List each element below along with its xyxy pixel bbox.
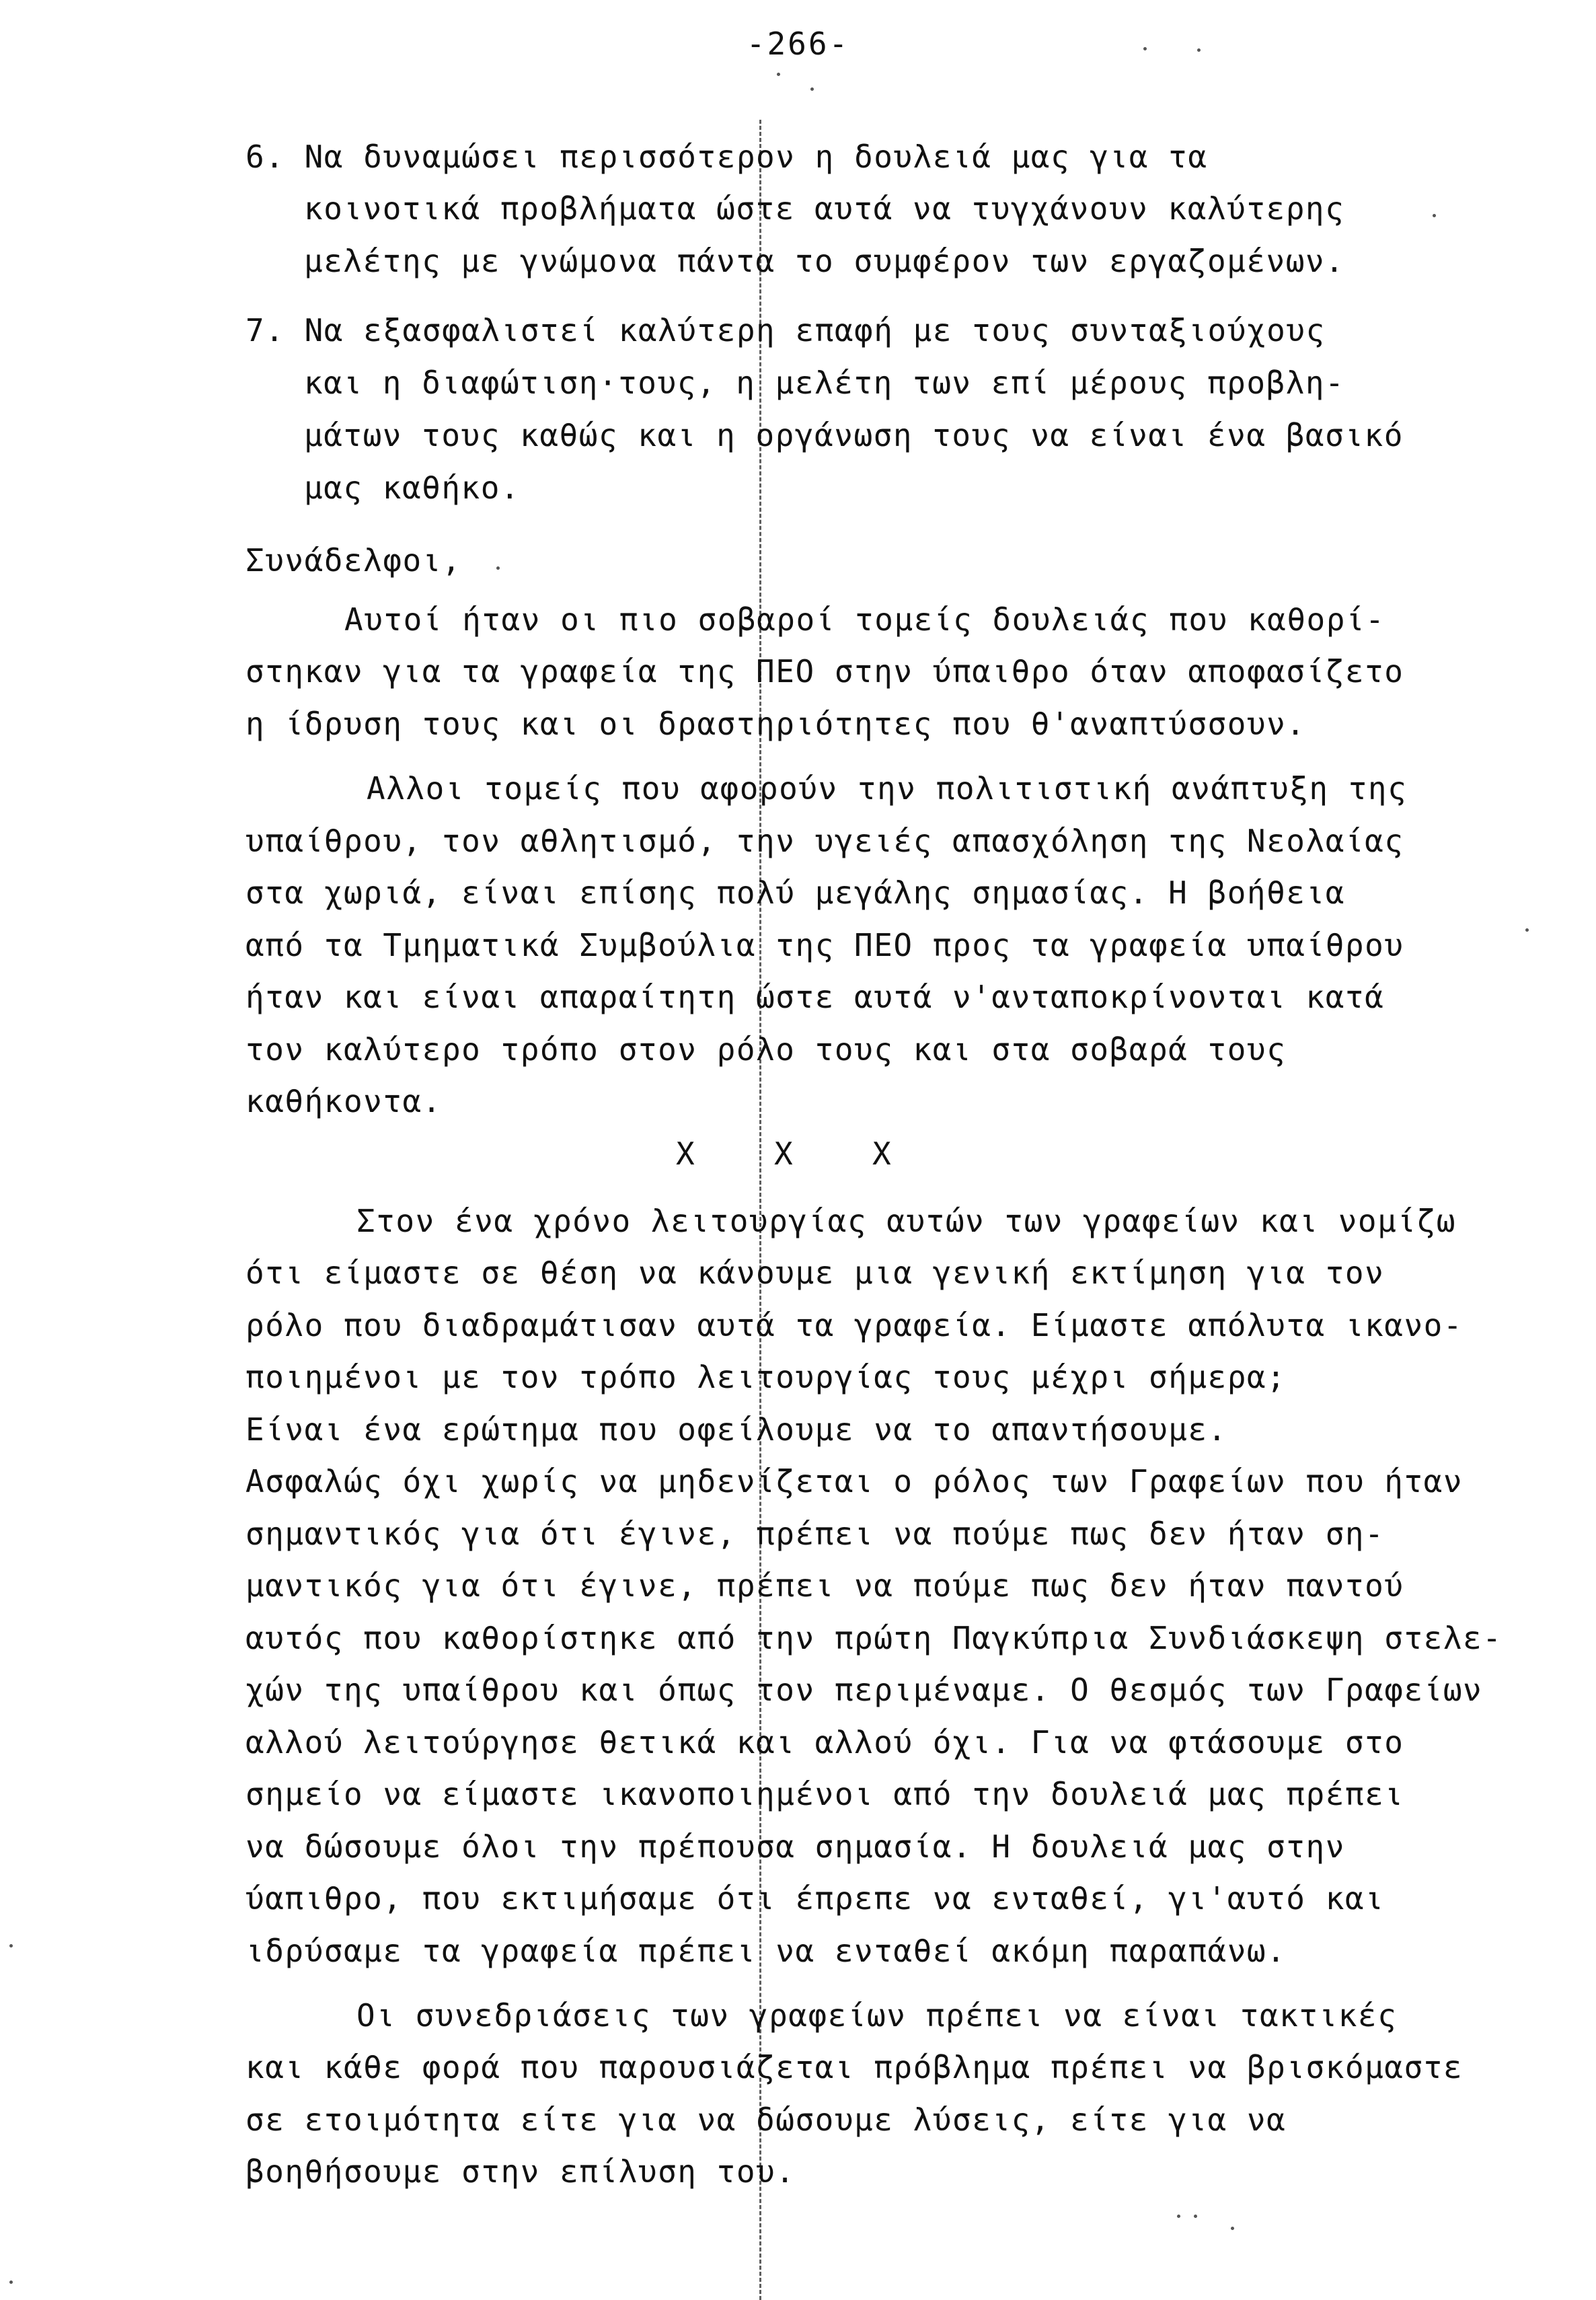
text-line: και η διαφώτιση·τους, η μελέτη των επί μέρους προβλη- (304, 365, 1345, 401)
scan-speck (1525, 928, 1529, 932)
text-line: μαντικός για ότι έγινε, πρέπει να πούμε πως δεν ήταν παντού (245, 1567, 1404, 1604)
text-line: σε ετοιμότητα είτε για να δώσουμε λύσεις, είτε για να (245, 2102, 1287, 2138)
text-line: μάτων τους καθώς και η οργάνωση τους να είναι ένα βασικό (304, 417, 1404, 453)
text-line: αυτός που καθορίστηκε από την πρώτη Παγκύπρια Συνδιάσκεψη στελε- (245, 1620, 1503, 1656)
text-line: τον καλύτερο τρόπο στον ρόλο τους και στα σοβαρά τους (245, 1031, 1287, 1068)
text-line: στηκαν για τα γραφεία της ΠΕΟ στην ύπαιθρο όταν αποφασίζετο (245, 653, 1404, 690)
text-line: στα χωριά, είναι επίσης πολύ μεγάλης σημασίας. Η βοήθεια (245, 875, 1345, 911)
text-line: Αλλοι τομείς που αφορούν την πολιτιστική ανάπτυξη της (367, 770, 1408, 807)
text-line: 7. Να εξασφαλιστεί καλύτερη επαφή με τους συνταξιούχους (245, 312, 1326, 348)
text-line: η ίδρυση τους και οι δραστηριότητες που θ'αναπτύσσουν. (245, 706, 1306, 742)
text-line: ιδρύσαμε τα γραφεία πρέπει να ενταθεί ακόμη παραπάνω. (245, 1933, 1287, 1969)
scan-speck (496, 566, 500, 570)
text-line: ρόλο που διαδραμάτισαν αυτά τα γραφεία. Είμαστε απόλυτα ικανο- (245, 1307, 1464, 1343)
text-line: κοινοτικά προβλήματα ώστε αυτά να τυγχάνουν καλύτερης (304, 190, 1345, 227)
text-line: υπαίθρου, τον αθλητισμό, την υγειές απασχόληση της Νεολαίας (245, 823, 1404, 859)
text-line: μας καθήκο. (304, 470, 521, 506)
scan-speck (9, 2280, 13, 2284)
text-line: Είναι ένα ερώτημα που οφείλουμε να το απαντήσουμε. (245, 1411, 1227, 1448)
text-line: σημείο να είμαστε ικανοποιημένοι από την δουλειά μας πρέπει (245, 1776, 1404, 1812)
scan-speck (1194, 2215, 1197, 2218)
text-line: ποιημένοι με τον τρόπο λειτουργίας τους μέχρι σήμερα; (245, 1359, 1287, 1395)
scan-speck (1433, 214, 1436, 217)
text-line: μελέτης με γνώμονα πάντα το συμφέρον των εργαζομένων. (304, 243, 1345, 279)
scan-speck (1197, 48, 1201, 52)
text-line: καθήκοντα. (245, 1083, 442, 1119)
text-line: αλλού λειτούργησε θετικά και αλλού όχι. Για να φτάσουμε στο (245, 1724, 1404, 1760)
text-line: Αυτοί ήταν οι πιο σοβαροί τομείς δουλειάς που καθορί- (344, 601, 1385, 638)
text-line: και κάθε φορά που παρουσιάζεται πρόβλημα πρέπει να βρισκόμαστε (245, 2049, 1464, 2085)
text-line: 6. Να δυναμώσει περισσότερον η δουλειά μας για τα (245, 139, 1208, 175)
scan-speck (1177, 2215, 1180, 2218)
text-line: ύαπιθρο, που εκτιμήσαμε ότι έπρεπε να ενταθεί, γι'αυτό και (245, 1880, 1385, 1917)
text-line: από τα Τμηματικά Συμβούλια της ΠΕΟ προς τα γραφεία υπαίθρου (245, 927, 1404, 963)
text-line: βοηθήσουμε στην επίλυση του. (245, 2153, 796, 2190)
text-line: Στον ένα χρόνο λειτουργίας αυτών των γραφείων και νομίζω (356, 1203, 1456, 1239)
text-line: να δώσουμε όλοι την πρέπουσα σημασία. Η δουλειά μας στην (245, 1828, 1345, 1865)
scan-speck (1231, 2227, 1234, 2230)
text-line: χών της υπαίθρου και όπως τον περιμέναμε. Ο θεσμός των Γραφείων (245, 1672, 1483, 1708)
text-line: Ασφαλώς όχι χωρίς να μηδενίζεται ο ρόλος των Γραφείων που ήταν (245, 1463, 1464, 1499)
text-line: ότι είμαστε σε θέση να κάνουμε μια γενική εκτίμηση για τον (245, 1255, 1385, 1291)
scan-speck (777, 73, 780, 76)
scan-speck (9, 1944, 13, 1947)
text-line: σημαντικός για ότι έγινε, πρέπει να πούμε πως δεν ήταν ση- (245, 1516, 1385, 1552)
section-separator: Χ Χ Χ (676, 1136, 892, 1172)
text-line: Οι συνεδριάσεις των γραφείων πρέπει να είναι τακτικές (356, 1997, 1398, 2034)
text-line: Συνάδελφοι, (245, 542, 462, 579)
scan-speck (810, 87, 814, 91)
scan-speck (1143, 47, 1147, 50)
page-number: -266- (746, 26, 850, 62)
text-line: ήταν και είναι απαραίτητη ώστε αυτά ν'ανταποκρίνονται κατά (245, 979, 1385, 1015)
